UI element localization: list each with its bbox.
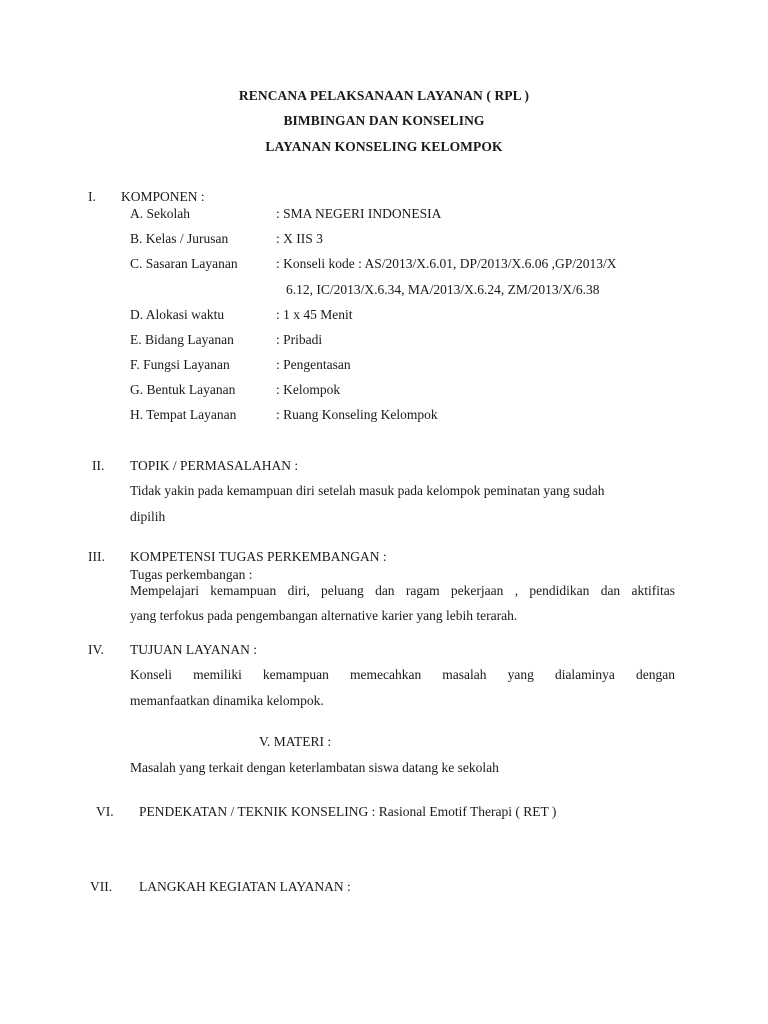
section-5-heading: V. MATERI :: [259, 734, 332, 749]
component-label-sekolah: A. Sekolah: [130, 206, 190, 221]
component-label-bidang: E. Bidang Layanan: [130, 332, 234, 347]
section-3-subheading: Tugas perkembangan :: [130, 567, 253, 582]
section-4-text-line-2: memanfaatkan dinamika kelompok.: [130, 693, 324, 708]
component-value-sasaran-cont: 6.12, IC/2013/X.6.34, MA/2013/X.6.24, ZM/2013/X/6.38: [286, 282, 600, 297]
section-7-numeral: VII.: [90, 879, 113, 894]
component-value-kelas: : X IIS 3: [276, 231, 323, 246]
section-2-text-line-2: dipilih: [130, 509, 166, 524]
section-3-text-line-2: yang terfokus pada pengembangan alternative karier yang lebih terarah.: [130, 608, 518, 623]
component-value-tempat: : Ruang Konseling Kelompok: [276, 407, 438, 422]
section-6-numeral: VI.: [96, 804, 114, 819]
component-label-sasaran: C. Sasaran Layanan: [130, 256, 238, 271]
section-4-numeral: IV.: [88, 642, 104, 657]
section-5-text-line-1: Masalah yang terkait dengan keterlambatan siswa datang ke sekolah: [130, 760, 499, 775]
section-2-heading: TOPIK / PERMASALAHAN :: [130, 458, 299, 473]
section-2-text-line-1: Tidak yakin pada kemampuan diri setelah masuk pada kelompok peminatan yang sudah: [130, 483, 605, 498]
section-3-text-line-1: Mempelajari kemampuan diri, peluang dan ragam pekerjaan , pendidikan dan aktifitas: [130, 583, 675, 598]
component-value-fungsi: : Pengentasan: [276, 357, 351, 372]
component-label-tempat: H. Tempat Layanan: [130, 407, 237, 422]
section-3-heading: KOMPETENSI TUGAS PERKEMBANGAN :: [130, 549, 387, 564]
section-1-numeral: I.: [88, 189, 96, 204]
component-label-bentuk: G. Bentuk Layanan: [130, 382, 236, 397]
component-label-alokasi: D. Alokasi waktu: [130, 307, 225, 322]
section-6-heading: PENDEKATAN / TEKNIK KONSELING : Rasional Emotif Therapi ( RET ): [139, 804, 557, 819]
section-2-numeral: II.: [92, 458, 105, 473]
component-label-fungsi: F. Fungsi Layanan: [130, 357, 230, 372]
component-value-bentuk: : Kelompok: [276, 382, 341, 397]
section-4-text-line-1: Konseli memiliki kemampuan memecahkan masalah yang dialaminya dengan: [130, 667, 675, 682]
component-value-bidang: : Pribadi: [276, 332, 323, 347]
document-title: RENCANA PELAKSANAAN LAYANAN ( RPL ): [238, 88, 530, 103]
section-7-heading: LANGKAH KEGIATAN LAYANAN :: [139, 879, 351, 894]
component-value-sekolah: : SMA NEGERI INDONESIA: [276, 206, 442, 221]
section-4-heading: TUJUAN LAYANAN :: [130, 642, 258, 657]
component-value-sasaran: : Konseli kode : AS/2013/X.6.01, DP/2013/X.6.06 ,GP/2013/X: [276, 256, 617, 271]
document-subtitle-2: LAYANAN KONSELING KELOMPOK: [265, 139, 503, 154]
component-value-alokasi: : 1 x 45 Menit: [276, 307, 353, 322]
document-subtitle: BIMBINGAN DAN KONSELING: [283, 113, 485, 128]
component-label-kelas: B. Kelas / Jurusan: [130, 231, 229, 246]
section-3-numeral: III.: [88, 549, 105, 564]
section-1-heading: KOMPONEN :: [121, 189, 205, 204]
